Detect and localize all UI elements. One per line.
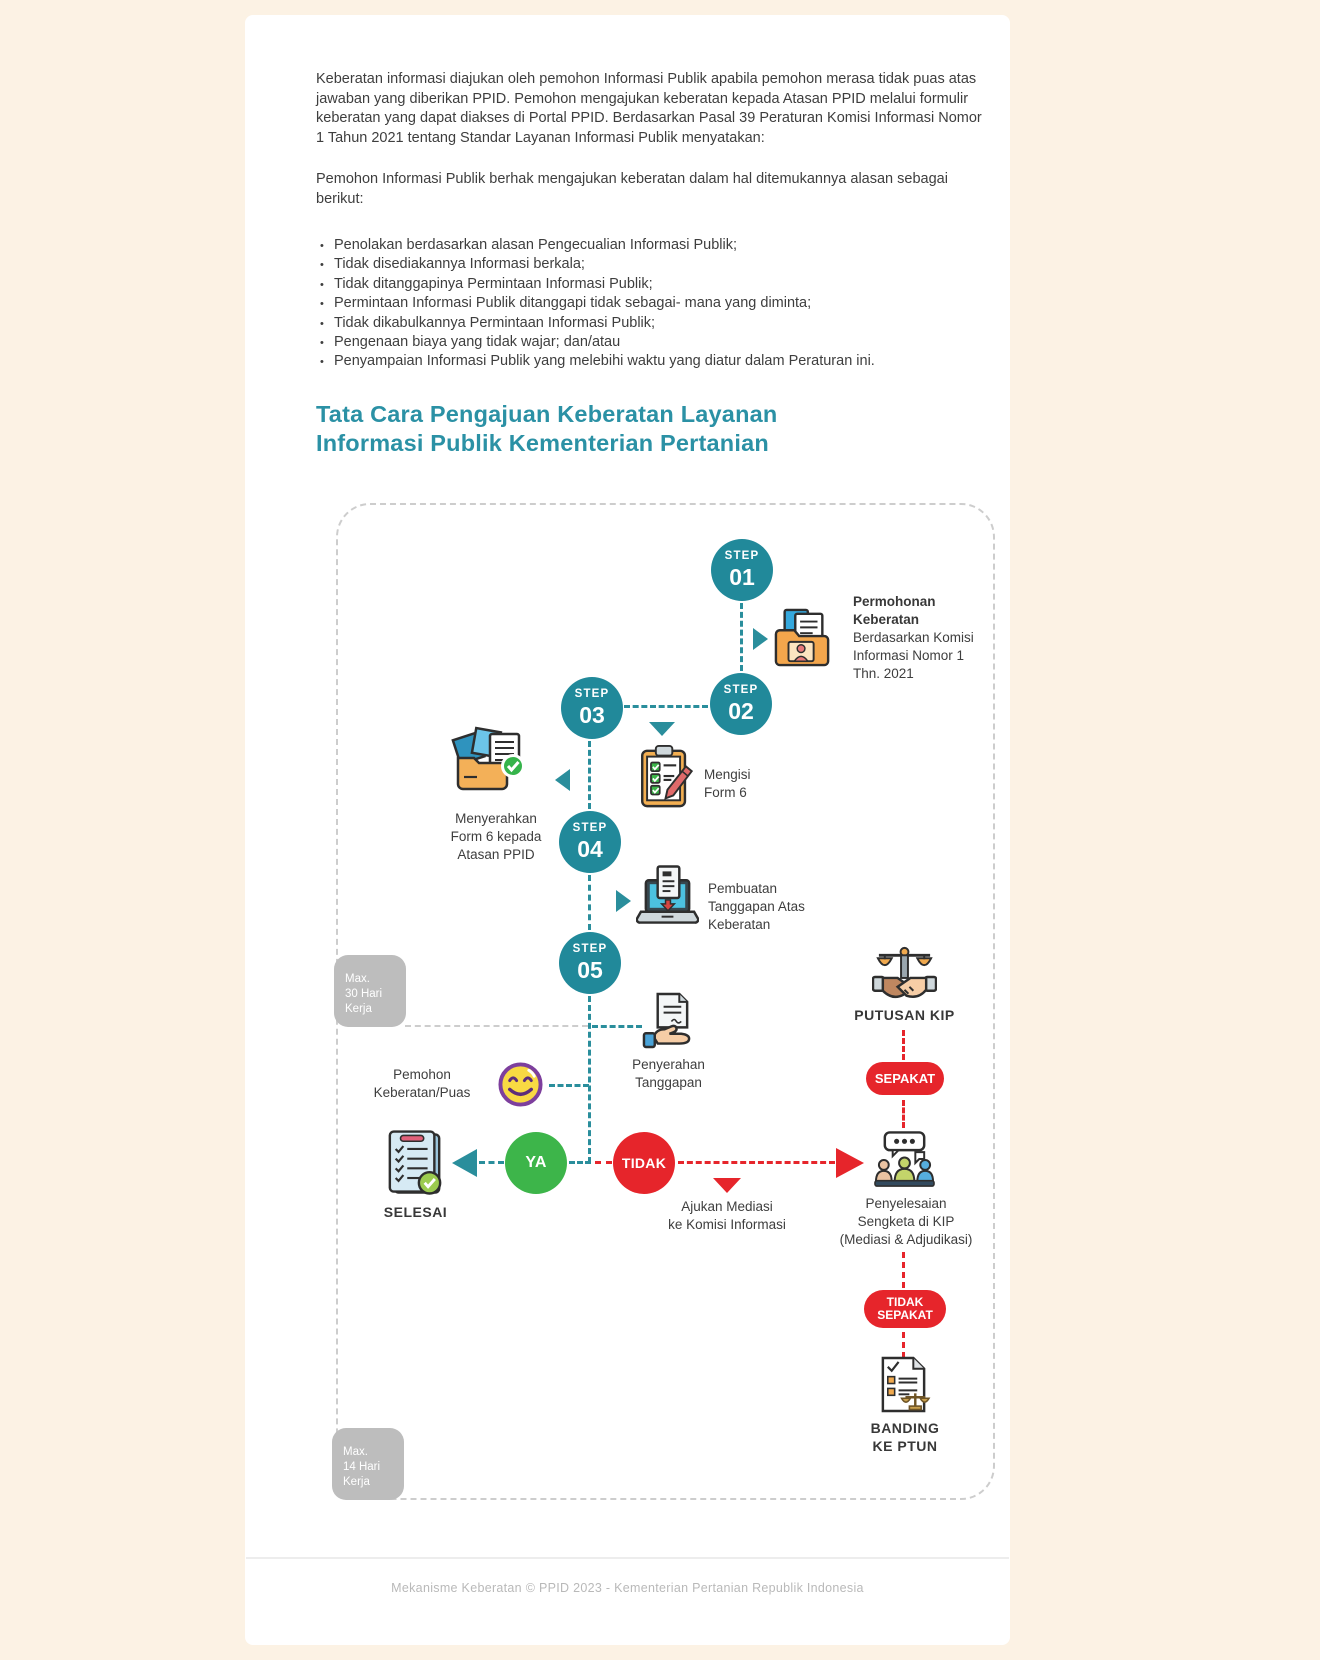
step-number: 03	[579, 701, 605, 728]
step-number: 01	[729, 563, 755, 590]
connector-ya-right	[569, 1161, 591, 1164]
mediation-meeting-icon-svg	[873, 1130, 936, 1190]
permohonan-line: Berdasarkan Komisi	[853, 630, 974, 645]
scales-handshake-icon	[872, 946, 937, 1004]
clipboard-form-icon-svg	[638, 744, 695, 810]
ya-circle: YA	[505, 1132, 567, 1194]
footer-divider	[246, 1557, 1009, 1559]
reason-item: • Tidak disediakannya Informasi berkala;	[318, 255, 980, 274]
footer-credit: Mekanisme Keberatan © PPID 2023 - Kementerian Pertanian Republik Indonesia	[391, 1581, 864, 1595]
reason-item: • Pengenaan biaya yang tidak wajar; dan/atau	[318, 333, 980, 352]
folder-person-icon-svg	[774, 606, 832, 670]
tidak-sepakat-line: TIDAK	[886, 1295, 924, 1309]
menyerahkan-line: Form 6 kepada	[450, 829, 542, 844]
pembuatan-label	[708, 880, 858, 934]
mengisi-line: Form 6	[704, 785, 747, 800]
step-label: STEP	[572, 822, 608, 835]
connector-sepakat-penyelesaian	[902, 1100, 905, 1128]
legal-document-scales-icon-svg	[876, 1356, 931, 1413]
tidak-sepakat-line: SEPAKAT	[877, 1308, 933, 1322]
reason-item: • Penyampaian Informasi Publik yang melebihi waktu yang diatur dalam Peraturan ini.	[318, 352, 980, 371]
arrow-right-to-permohonan-icon	[753, 628, 768, 650]
arrow-down-ajukan-mediasi	[713, 1178, 741, 1193]
step-label: STEP	[572, 943, 608, 956]
step-number: 04	[577, 835, 603, 862]
phase-divider-dashed-line	[405, 1025, 588, 1027]
ajukan-mediasi-label	[637, 1198, 817, 1234]
step-04-circle	[559, 811, 621, 873]
connector-ya-left	[479, 1161, 504, 1164]
permohonan-line: Permohonan	[853, 594, 936, 609]
mengisi-label	[704, 766, 794, 802]
clipboard-form-icon	[638, 744, 695, 810]
step-label: STEP	[724, 550, 760, 563]
duration-line: Max.	[343, 1446, 368, 1458]
arrow-right-to-pembuatan-icon	[616, 890, 631, 912]
pembuatan-line: Tanggapan Atas	[708, 899, 805, 914]
arrow-left-to-selesai-icon	[452, 1149, 477, 1177]
duration-line: Kerja	[343, 1476, 370, 1488]
arrow-right-to-penyelesaian-icon	[836, 1148, 864, 1178]
reason-item: • Penolakan berdasarkan alasan Pengecualian Informasi Publik;	[318, 236, 980, 255]
scales-handshake-icon-svg	[872, 946, 937, 1004]
smiley-face-icon	[497, 1061, 544, 1108]
step-05-circle	[559, 932, 621, 994]
arrow-left-to-menyerahkan-icon	[555, 769, 570, 791]
connector-penyelesaian-tidaksepakat	[902, 1252, 905, 1288]
folder-person-icon	[774, 606, 832, 670]
smiley-face-icon-svg	[497, 1061, 544, 1108]
banding-line: BANDING	[870, 1420, 940, 1436]
sepakat-badge: SEPAKAT	[866, 1062, 944, 1095]
connector-step4-step5	[588, 875, 591, 930]
connector-tidak-left	[595, 1161, 612, 1164]
banding-line: KE PTUN	[872, 1438, 938, 1454]
laptop-document-icon	[636, 864, 699, 928]
penyerahan-line: Tanggapan	[635, 1075, 702, 1090]
putusan-kip-label: PUTUSAN KIP	[854, 1007, 955, 1023]
penyelesaian-line: Penyelesaian	[865, 1196, 947, 1211]
duration-line: Kerja	[345, 1003, 372, 1015]
connector-tidaksepakat-banding	[902, 1332, 905, 1358]
connector-step1-step2	[740, 603, 743, 671]
connector-step5-decision	[588, 996, 591, 1163]
tidak-circle: TIDAK	[613, 1132, 675, 1194]
menyerahkan-line: Menyerahkan	[455, 811, 537, 826]
section-title-line2: Informasi Publik Kementerian Pertanian	[316, 430, 769, 456]
pembuatan-line: Keberatan	[708, 917, 771, 932]
checklist-done-icon	[385, 1128, 445, 1199]
connector-step3-step4	[588, 741, 591, 809]
penyerahan-line: Penyerahan	[632, 1057, 705, 1072]
duration-line: 30 Hari	[345, 988, 383, 1000]
connector-tidak-to-kip	[678, 1161, 835, 1164]
ajukan-line: Ajukan Mediasi	[681, 1199, 773, 1214]
reason-list	[318, 236, 980, 372]
mediation-meeting-icon	[873, 1130, 936, 1190]
section-title-line1: Tata Cara Pengajuan Keberatan Layanan	[316, 401, 778, 427]
step-03-circle	[561, 677, 623, 739]
reason-item: • Tidak ditanggapinya Permintaan Informasi Publik;	[318, 275, 980, 294]
folder-submit-check-icon	[450, 724, 530, 802]
step-number: 02	[728, 697, 754, 724]
section-title	[316, 400, 876, 458]
pemohon-line: Keberatan/Puas	[373, 1085, 471, 1100]
ajukan-line: ke Komisi Informasi	[668, 1217, 786, 1232]
permohonan-line: Thn. 2021	[853, 666, 914, 681]
penyelesaian-label	[815, 1195, 997, 1249]
selesai-label: SELESAI	[383, 1204, 448, 1220]
laptop-document-icon-svg	[636, 864, 699, 928]
menyerahkan-line: Atasan PPID	[457, 847, 535, 862]
menyerahkan-label	[426, 810, 566, 864]
tidak-sepakat-badge	[864, 1290, 946, 1328]
hand-document-icon-svg	[642, 992, 695, 1049]
folder-submit-check-icon-svg	[450, 724, 530, 802]
checklist-done-icon-svg	[385, 1128, 445, 1199]
pemohon-line: Pemohon	[393, 1067, 451, 1082]
banding-ptun-label	[844, 1419, 966, 1455]
permohonan-line: Keberatan	[853, 612, 920, 627]
step-label: STEP	[574, 688, 610, 701]
duration-badge-30-days	[334, 955, 406, 1027]
connector-step2-step3	[624, 705, 708, 708]
pemohon-puas-label	[354, 1066, 490, 1102]
second-paragraph: Pemohon Informasi Publik berhak mengajukan keberatan dalam hal ditemukannya alasan sebagai berikut:	[316, 171, 948, 207]
intro-paragraph: Keberatan informasi diajukan oleh pemohon Informasi Publik apabila pemohon merasa tidak puas atas jawaban yang diberikan PPID. Pemohon mengajukan keberatan kepada Atasan PPID melalui formulir keberatan yang dapat diakses di Portal PPID. Berdasarkan Pasal 39 Peraturan Komisi Informasi Nomor 1 Tahun 2021 tentang Standar Layanan Informasi Publik menyatakan:	[316, 71, 982, 146]
duration-badge-14-days	[332, 1428, 404, 1500]
reason-item: • Permintaan Informasi Publik ditanggapi tidak sebagai- mana yang diminta;	[318, 294, 980, 313]
step-02-circle	[710, 673, 772, 735]
pembuatan-line: Pembuatan	[708, 881, 778, 896]
legal-document-scales-icon	[876, 1356, 931, 1413]
penyelesaian-line: Sengketa di KIP	[857, 1214, 955, 1229]
step-01-circle	[711, 539, 773, 601]
arrow-down-to-mengisi-icon	[649, 722, 675, 736]
penyelesaian-line: (Mediasi & Adjudikasi)	[839, 1232, 973, 1247]
penyerahan-label	[616, 1056, 721, 1092]
step-label: STEP	[723, 684, 759, 697]
connector-to-penyerahan	[592, 1025, 642, 1028]
hand-document-icon	[642, 992, 695, 1049]
permohonan-label	[853, 593, 998, 683]
mengisi-line: Mengisi	[704, 767, 751, 782]
duration-line: 14 Hari	[343, 1461, 381, 1473]
connector-smiley	[549, 1084, 589, 1087]
step-number: 05	[577, 956, 603, 983]
connector-putusan-sepakat	[902, 1030, 905, 1060]
permohonan-line: Informasi Nomor 1	[853, 648, 965, 663]
reason-item: • Tidak dikabulkannya Permintaan Informasi Publik;	[318, 314, 980, 333]
duration-line: Max.	[345, 973, 370, 985]
